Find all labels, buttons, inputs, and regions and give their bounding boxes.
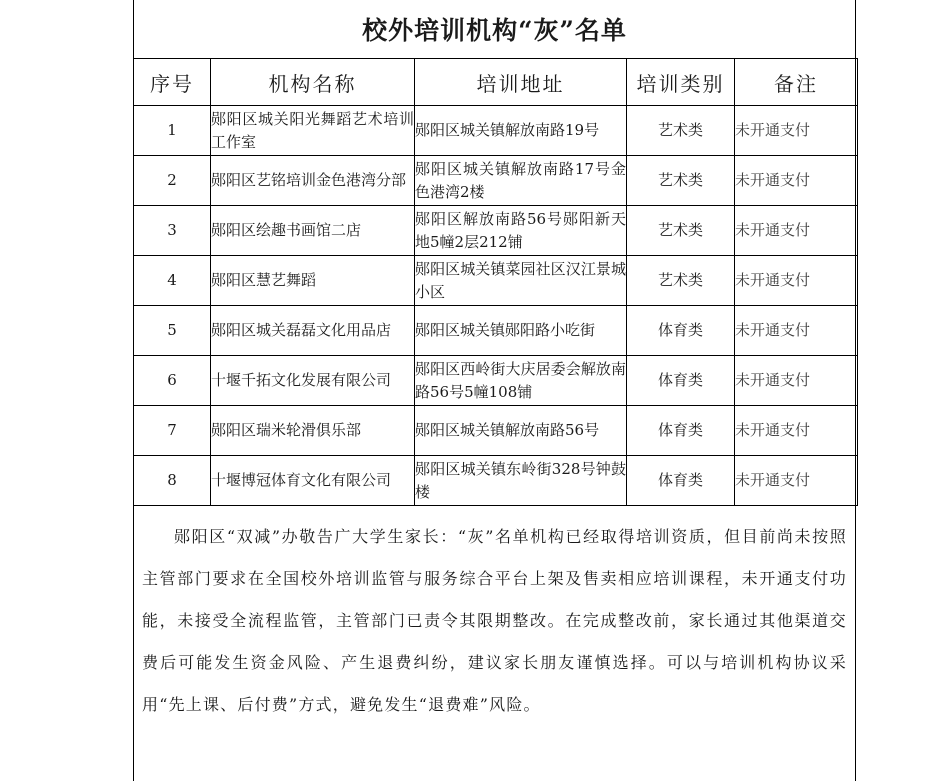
- table-header-row: [134, 59, 858, 106]
- cell-index: 1: [134, 106, 211, 156]
- cell-name: 郧阳区绘趣书画馆二店: [211, 206, 415, 256]
- cell-note: 未开通支付: [735, 256, 858, 306]
- cell-address: 郧阳区城关镇东岭街328号钟鼓楼: [415, 456, 627, 506]
- cell-name: 十堰博冠体育文化有限公司: [211, 456, 415, 506]
- cell-category: 艺术类: [627, 206, 735, 256]
- header-address: 培训地址: [415, 59, 627, 106]
- cell-name: 郧阳区艺铭培训金色港湾分部: [211, 156, 415, 206]
- cell-index: 3: [134, 206, 211, 256]
- header-index: 序号: [134, 59, 211, 106]
- cell-name: 郧阳区瑞米轮滑俱乐部: [211, 406, 415, 456]
- cell-name: 郧阳区慧艺舞蹈: [211, 256, 415, 306]
- table-row: [134, 456, 858, 506]
- cell-index: 5: [134, 306, 211, 356]
- cell-name: 郧阳区城关阳光舞蹈艺术培训工作室: [211, 106, 415, 156]
- page-title: 校外培训机构“灰”名单: [134, 0, 855, 59]
- cell-category: 艺术类: [627, 256, 735, 306]
- table-row: [134, 356, 858, 406]
- cell-note: 未开通支付: [735, 306, 858, 356]
- table-row: [134, 406, 858, 456]
- cell-address: 郧阳区城关镇解放南路56号: [415, 406, 627, 456]
- cell-address: 郧阳区西岭街大庆居委会解放南路56号5幢108铺: [415, 356, 627, 406]
- cell-index: 6: [134, 356, 211, 406]
- cell-category: 体育类: [627, 306, 735, 356]
- cell-note: 未开通支付: [735, 106, 858, 156]
- header-category: 培训类别: [627, 59, 735, 106]
- notice-paragraph: 郧阳区“双减”办敬告广大学生家长：“灰”名单机构已经取得培训资质，但目前尚未按照主管部门要求在全国校外培训监管与服务综合平台上架及售卖相应培训课程，未开通支付功能，未接受全流程监管，主管部门已责令其限期整改。在完成整改前，家长通过其他渠道交费后可能发生资金风险、产生退费纠纷，建议家长朋友谨慎选择。可以与培训机构协议采用“先上课、后付费”方式，避免发生“退费难”风险。: [142, 527, 847, 714]
- cell-note: 未开通支付: [735, 356, 858, 406]
- cell-name: 十堰千拓文化发展有限公司: [211, 356, 415, 406]
- cell-category: 艺术类: [627, 156, 735, 206]
- table-row: [134, 306, 858, 356]
- cell-category: 体育类: [627, 456, 735, 506]
- header-note: 备注: [735, 59, 858, 106]
- cell-address: 郧阳区城关镇解放南路17号金色港湾2楼: [415, 156, 627, 206]
- cell-note: 未开通支付: [735, 406, 858, 456]
- cell-index: 8: [134, 456, 211, 506]
- cell-address: 郧阳区城关镇郧阳路小吃街: [415, 306, 627, 356]
- cell-category: 体育类: [627, 406, 735, 456]
- cell-note: 未开通支付: [735, 156, 858, 206]
- cell-note: 未开通支付: [735, 206, 858, 256]
- cell-index: 2: [134, 156, 211, 206]
- cell-note: 未开通支付: [735, 456, 858, 506]
- cell-index: 4: [134, 256, 211, 306]
- table-row: [134, 206, 858, 256]
- grey-list-table: [133, 58, 858, 506]
- table-row: [134, 106, 858, 156]
- cell-category: 艺术类: [627, 106, 735, 156]
- document-frame: [133, 0, 856, 781]
- cell-address: 郧阳区城关镇解放南路19号: [415, 106, 627, 156]
- cell-address: 郧阳区城关镇菜园社区汉江景城小区: [415, 256, 627, 306]
- cell-index: 7: [134, 406, 211, 456]
- header-name: 机构名称: [211, 59, 415, 106]
- table-row: [134, 256, 858, 306]
- cell-address: 郧阳区解放南路56号郧阳新天地5幢2层212铺: [415, 206, 627, 256]
- cell-name: 郧阳区城关磊磊文化用品店: [211, 306, 415, 356]
- table-row: [134, 156, 858, 206]
- cell-category: 体育类: [627, 356, 735, 406]
